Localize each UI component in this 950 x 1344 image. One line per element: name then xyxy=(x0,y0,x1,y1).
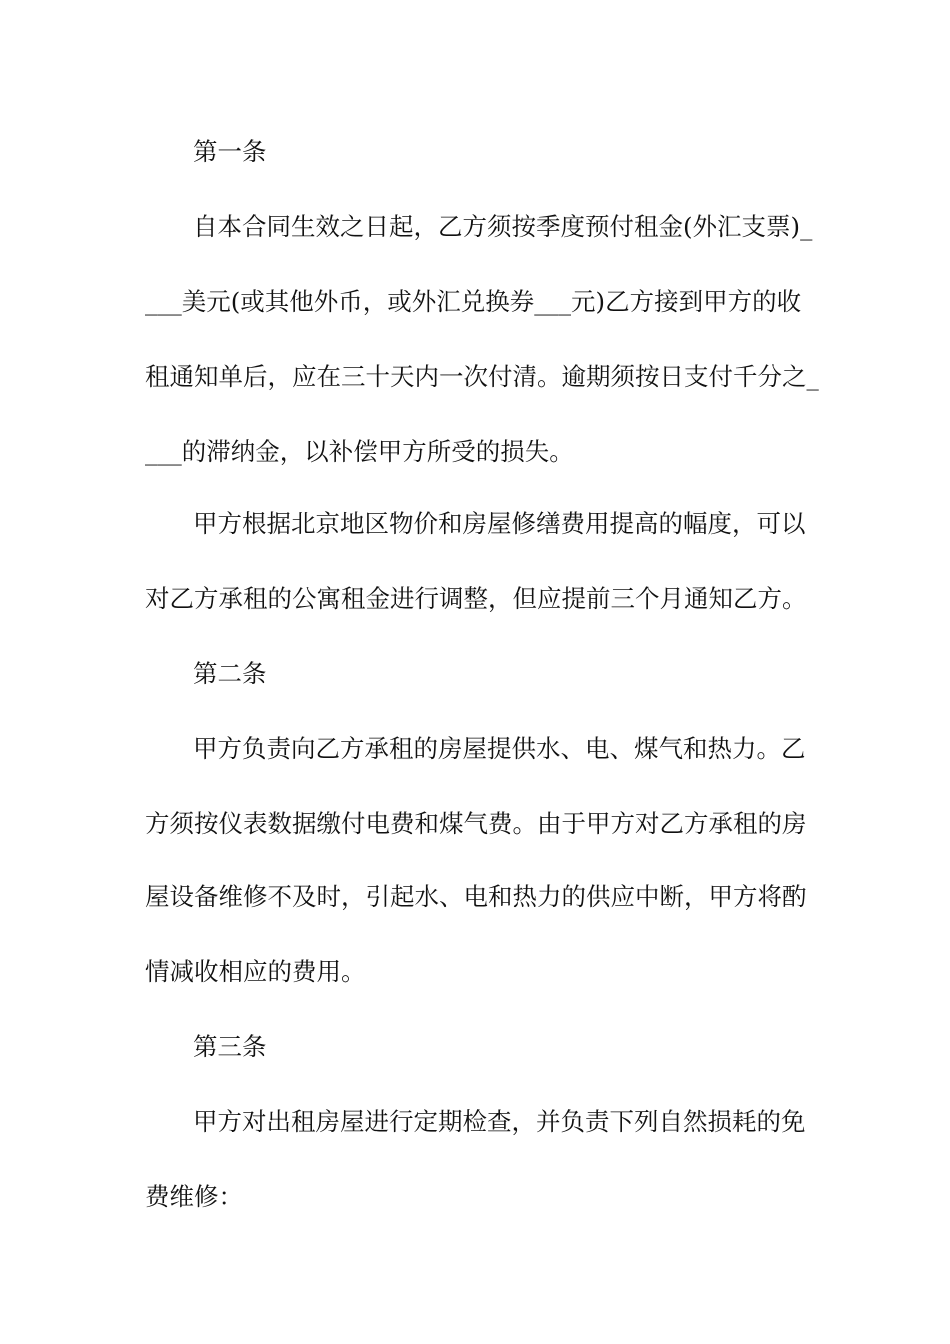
article-heading-2: 第二条 xyxy=(193,659,267,688)
paragraph-line: 甲方负责向乙方承租的房屋提供水、电、煤气和热力。乙 xyxy=(193,734,806,763)
paragraph-line: 自本合同生效之日起，乙方须按季度预付租金(外汇支票)_ xyxy=(193,212,813,241)
paragraph-line: ___的滞纳金，以补偿甲方所受的损失。 xyxy=(145,437,574,466)
paragraph-line: 甲方对出租房屋进行定期检查，并负责下列自然损耗的免 xyxy=(193,1107,806,1136)
paragraph-line: 情减收相应的费用。 xyxy=(145,957,366,986)
paragraph-line: 对乙方承租的公寓租金进行调整，但应提前三个月通知乙方。 xyxy=(145,584,807,613)
paragraph-line: 租通知单后，应在三十天内一次付清。逾期须按日支付千分之_ xyxy=(145,362,819,391)
paragraph-line: 方须按仪表数据缴付电费和煤气费。由于甲方对乙方承租的房 xyxy=(145,809,807,838)
paragraph-line: ___美元(或其他外币，或外汇兑换券___元)乙方接到甲方的收 xyxy=(145,287,802,316)
article-heading-3: 第三条 xyxy=(193,1032,267,1061)
paragraph-line: 屋设备维修不及时，引起水、电和热力的供应中断，甲方将酌 xyxy=(145,882,807,911)
paragraph-line: 费维修： xyxy=(145,1182,243,1211)
article-heading-1: 第一条 xyxy=(193,137,267,166)
paragraph-line: 甲方根据北京地区物价和房屋修缮费用提高的幅度，可以 xyxy=(193,509,806,538)
